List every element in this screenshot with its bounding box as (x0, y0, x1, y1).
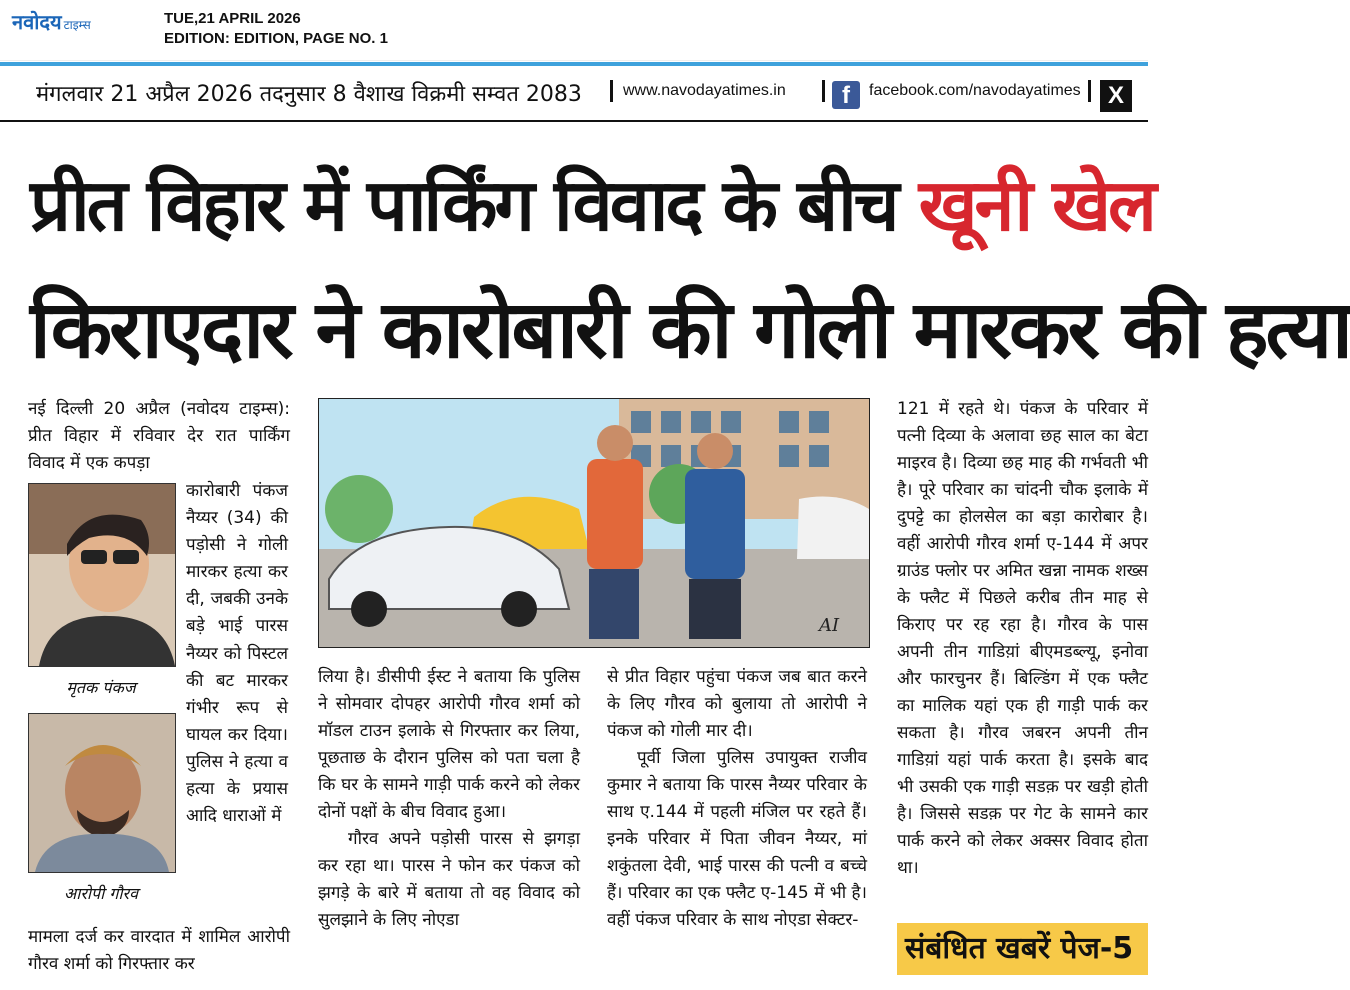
headline-black-part: प्रीत विहार में पार्किंग विवाद के बीच (30, 163, 897, 247)
divider (822, 80, 825, 102)
article-col1-narrow (186, 478, 288, 830)
article-col1-bottom (28, 924, 290, 978)
article-text: कारोबारी पंकज नैय्यर (34) की पड़ोसी ने गोली मारकर हत्या कर दी, जबकी उनके बड़े भाई पारस नैय्यर को पिस्टल की बट मारकर गंभीर रूप से घायल कर दिया। पुलिस ने हत्या व हत्या के प्रयास आदि धाराओं में (186, 481, 288, 827)
logo-main: नवोदय (12, 10, 62, 34)
article-text: नई दिल्ली 20 अप्रैल (नवोदय टाइम्स): प्रीत विहार में रविवार देर रात पार्किंग विवाद में एक कपड़ा (28, 399, 290, 473)
divider (1088, 80, 1091, 102)
victim-caption: मृतक पंकज (66, 678, 136, 697)
logo-small: टाइम्स (63, 18, 91, 32)
accused-caption: आरोपी गौरव (64, 884, 138, 903)
related-news-banner[interactable]: संबंधित खबरें पेज-5 (897, 923, 1148, 975)
edition-meta (164, 9, 388, 49)
article-text: लिया है। डीसीपी ईस्ट ने बताया कि पुलिस ने सोमवार दोपहर आरोपी गौरव शर्मा को मॉडल टाउन इलाके से गिरफ्तार कर लिया, पूछताछ के दौरान पुलिस को पता चला है कि घर के सामने गाड़ी पार्क करने को लेकर दोनों पक्षों के बीच विवाद हुआ। (318, 667, 580, 822)
headline-line-1 (30, 154, 1154, 252)
dateline-strip (0, 62, 1148, 122)
facebook-link[interactable]: facebook.com/navodayatimes (869, 82, 1081, 99)
article-text: पूर्वी जिला पुलिस उपायुक्त राजीव कुमार ने बताया कि पारस नैय्यर परिवार के साथ ए.144 में पहली मंजिल पर रहते हैं। इनके परिवार में पिता जीवन नैय्यर, मां शकुंतला देवी, भाई पारस की पत्नी व बच्चे हैं। परिवार का एक फ्लैट ए-145 में भी है। वहीं पंकज परिवार के साथ नोएडा सेक्टर- (607, 748, 867, 930)
victim-photo (28, 483, 176, 667)
article-col1-top (28, 396, 290, 477)
article-col3 (607, 664, 867, 934)
issue-date: TUE,21 APRIL 2026 (164, 10, 301, 27)
divider (610, 80, 613, 102)
article-col4 (897, 396, 1148, 914)
headline-red-part: खूनी खेल (918, 163, 1154, 247)
ai-tag: AI (819, 615, 840, 636)
x-icon: X (1100, 80, 1132, 112)
article-col2 (318, 664, 580, 934)
hindi-date: मंगलवार 21 अप्रैल 2026 तदनुसार 8 वैशाख विक्रमी सम्वत 2083 (36, 82, 582, 107)
headline-line-2: किराएदार ने कारोबारी की गोली मारकर की हत्या (30, 283, 1350, 376)
accused-photo (28, 713, 176, 873)
article-text: गौरव अपने पड़ोसी पारस से झगड़ा कर रहा था। पारस ने फोन कर पंकज को झगड़े के बारे में बताया तो वह विवाद को सुलझाने के लिए नोएडा (318, 829, 580, 930)
article-text: से प्रीत विहार पहुंचा पंकज जब बात करने के लिए गौरव को बुलाया तो आरोपी ने पंकज को गोली मार दी। (607, 667, 867, 741)
facebook-icon: f (832, 81, 860, 109)
website-link[interactable]: www.navodayatimes.in (623, 82, 786, 99)
newspaper-logo (12, 8, 91, 35)
ai-illustration (318, 398, 870, 648)
edition-info: EDITION: EDITION, PAGE NO. 1 (164, 30, 388, 47)
article-text: मामला दर्ज कर वारदात में शामिल आरोपी गौरव शर्मा को गिरफ्तार कर (28, 927, 290, 974)
article-text: 121 में रहते थे। पंकज के परिवार में पत्नी दिव्या के अलावा छह साल का बेटा माइरव है। दिव्या छह माह की गर्भवती भी है। पूरे परिवार का चांदनी चौक इलाके में दुपट्टे का होलसेल का बड़ा कारोबार है। वहीं आरोपी गौरव शर्मा ए-144 में अपर ग्राउंड फ्लोर पर अमित खन्ना नामक शख्स के फ्लैट में पिछले करीब तीन माह से किराए पर रह रहा है। गौरव के पास अपनी तीन गाडिय़ां बीएमडब्ल्यू, इनोवा और फारचुनर हैं। बिल्डिंग में एक फ्लैट का मालिक यहां एक ही गाड़ी पार्क कर सकता है। गौरव जबरन अपनी तीन गाडिय़ां यहां पार्क करता है। इसके बाद भी उसकी एक गाड़ी सडक़ पर खड़ी होती है। जिससे सडक़ पर गेट के सामने कार पार्क करने को लेकर अक्सर विवाद होता था। (897, 399, 1148, 878)
top-bar (0, 0, 1148, 60)
